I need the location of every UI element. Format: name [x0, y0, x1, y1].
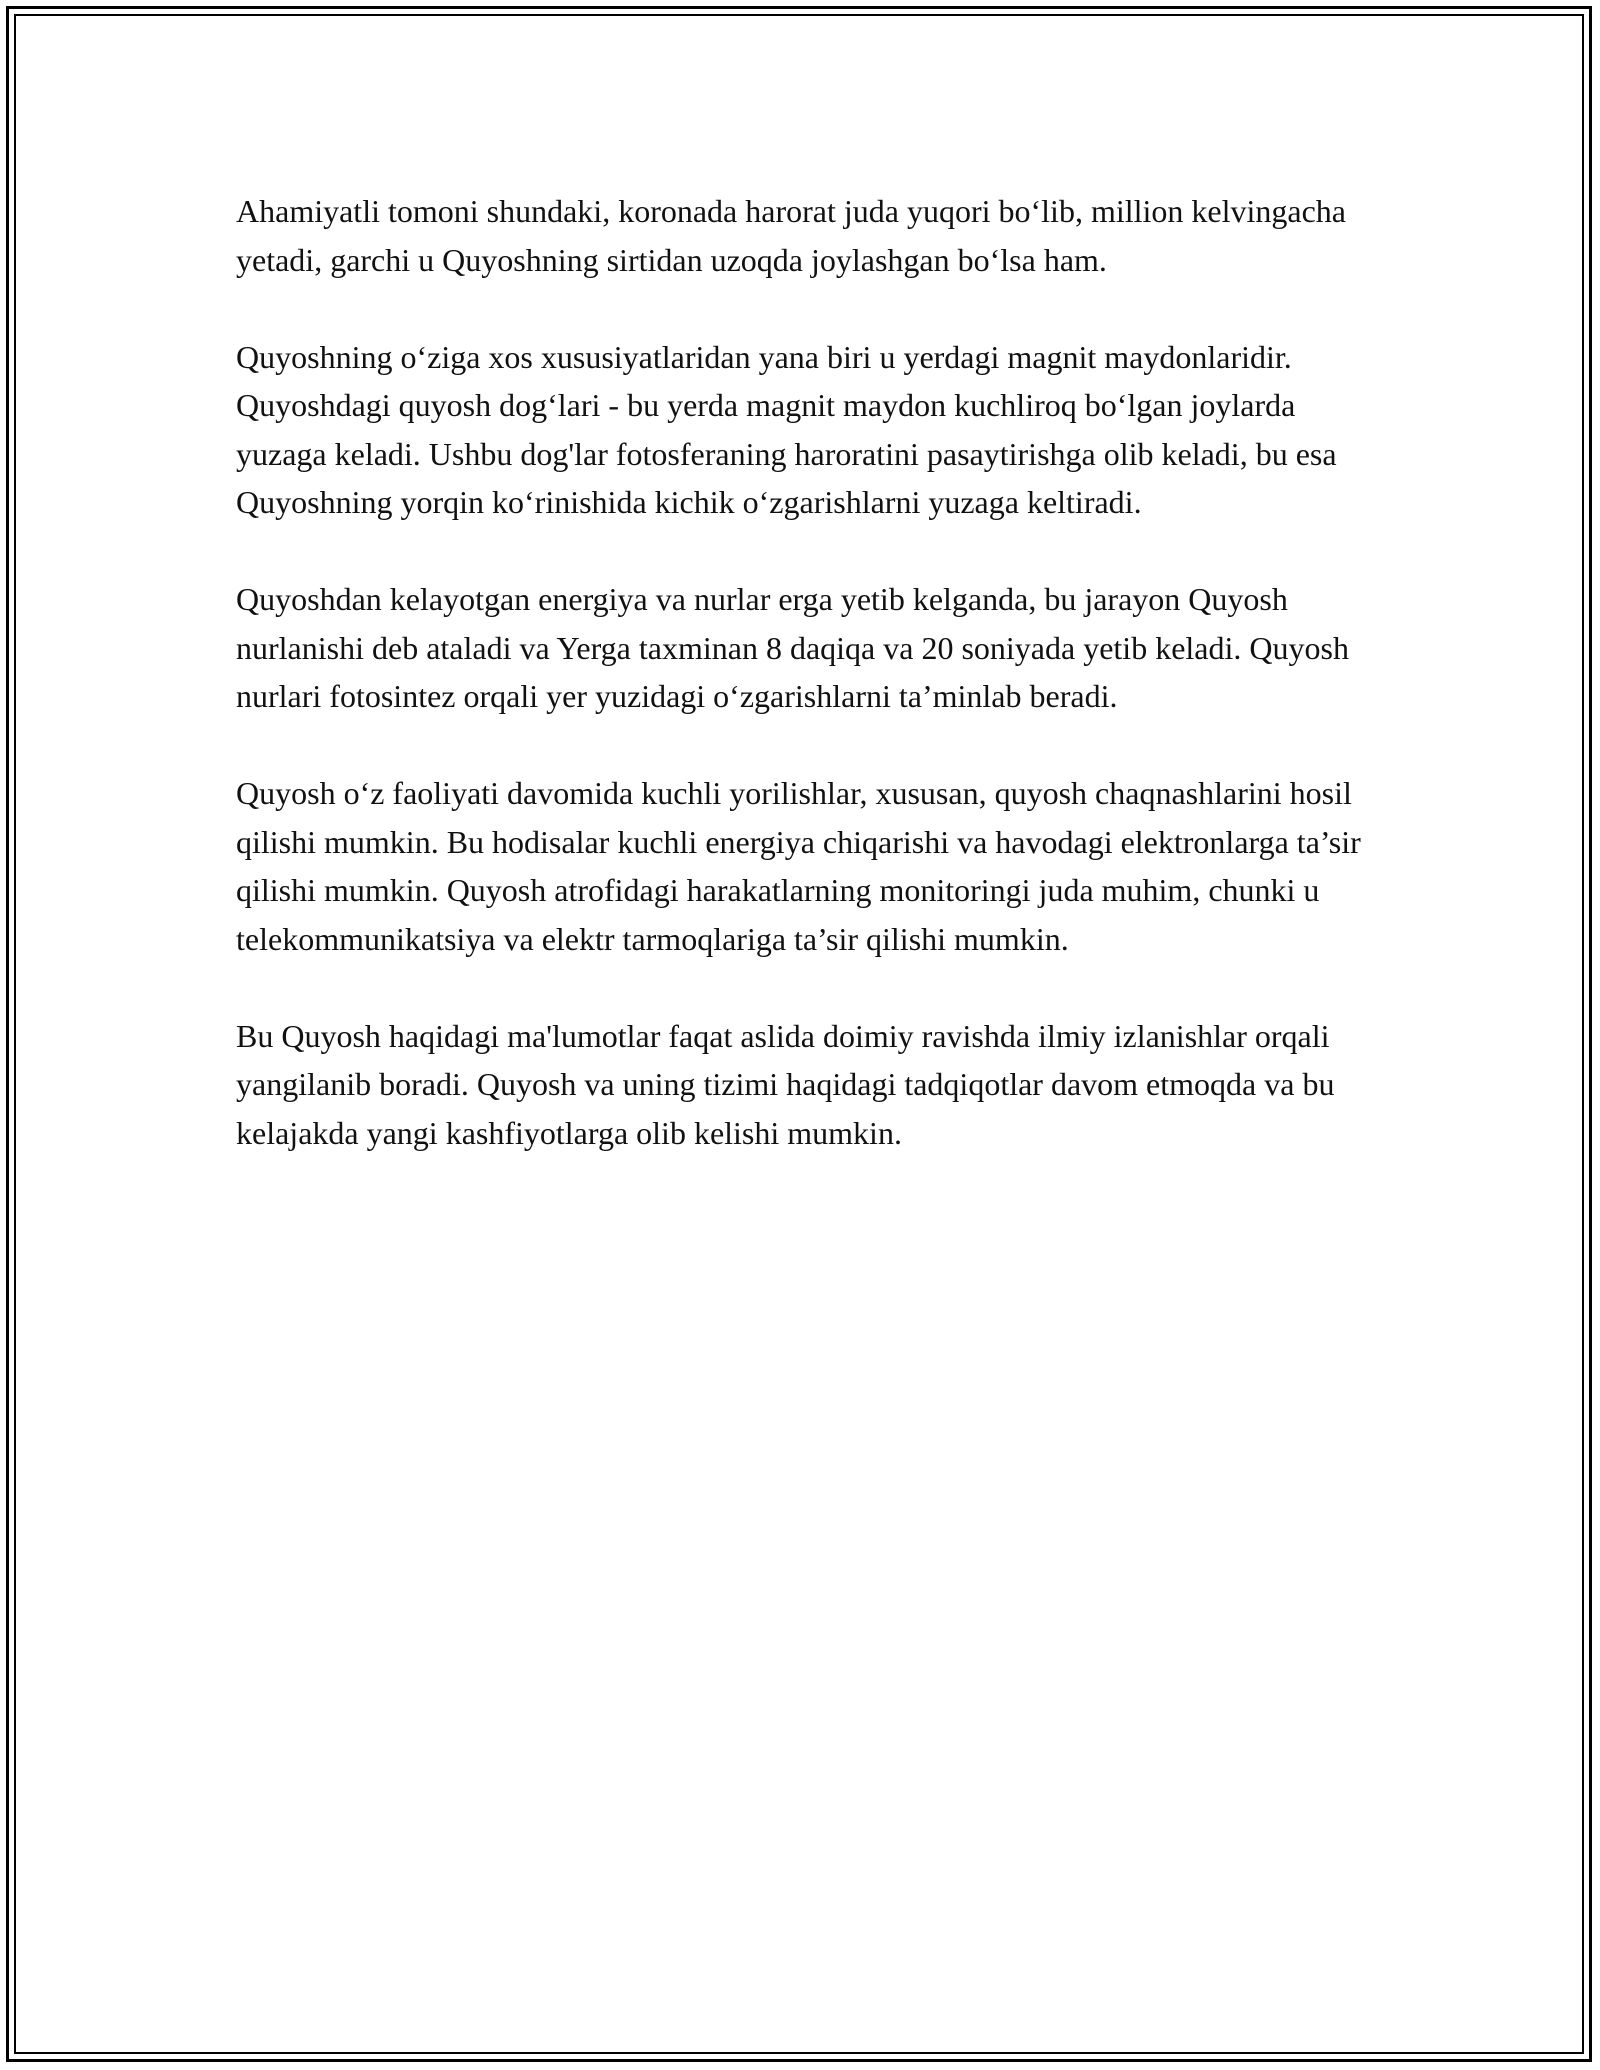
- document-body: [236, 187, 1376, 1206]
- paragraph-magnetic-fields: Quyoshning o‘ziga xos xususiyatlaridan yana biri u yerdagi magnit maydonlaridir. Quyoshdagi quyosh dog‘lari - bu yerda magnit maydon kuchliroq bo‘lgan joylarda yuzaga keladi. Ushbu dog'lar fotosferaning haroratini pasaytirishga olib keladi, bu esa Quyoshning yorqin ko‘rinishida kichik o‘zgarishlarni yuzaga keltiradi.: [236, 338, 1337, 520]
- paragraph-solar-radiation: Quyoshdan kelayotgan energiya va nurlar erga yetib kelganda, bu jarayon Quyosh nurlanishi deb ataladi va Yerga taxminan 8 daqiqa va 20 soniyada yetib keladi. Quyosh nurlari fotosintez orqali yer yuzidagi o‘zgarishlarni ta’minlab beradi.: [236, 581, 1349, 714]
- paragraph-solar-flares: Quyosh o‘z faoliyati davomida kuchli yorilishlar, xususan, quyosh chaqnashlarini hosil qilishi mumkin. Bu hodisalar kuchli energiya chiqarishi va havodagi elektronlarga ta’sir qilishi mumkin. Quyosh atrofidagi harakatlarning monitoringi juda muhim, chunki u telekommunikatsiya va elektr tarmoqlariga ta’sir qilishi mumkin.: [236, 775, 1361, 957]
- paragraph-corona-temperature: Ahamiyatli tomoni shundaki, koronada harorat juda yuqori bo‘lib, million kelvingacha yetadi, garchi u Quyoshning sirtidan uzoqda joylashgan bo‘lsa ham.: [236, 193, 1346, 278]
- paragraph-research: Bu Quyosh haqidagi ma'lumotlar faqat aslida doimiy ravishda ilmiy izlanishlar orqali yangilanib boradi. Quyosh va uning tizimi haqidagi tadqiqotlar davom etmoqda va bu kelajakda yangi kashfiyotlarga olib kelishi mumkin.: [236, 1017, 1335, 1151]
